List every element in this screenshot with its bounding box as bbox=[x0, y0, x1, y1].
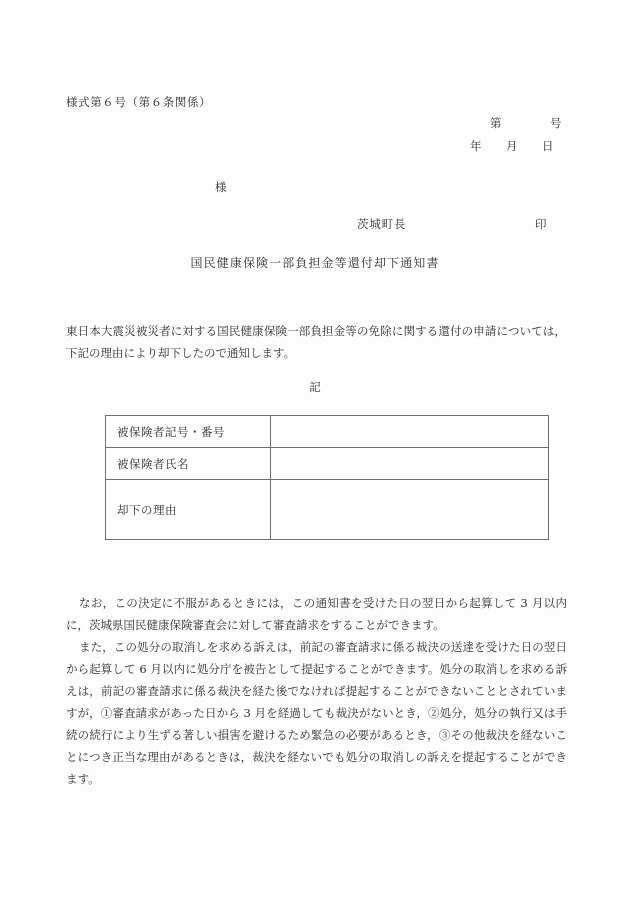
ki-section-marker: 記 bbox=[309, 380, 321, 394]
table-row-label: 却下の理由 bbox=[106, 480, 271, 540]
table-row-value[interactable] bbox=[271, 480, 549, 540]
table-row-label: 被保険者氏名 bbox=[106, 448, 271, 480]
page-title: 国民健康保険一部負担金等還付却下通知書 bbox=[190, 256, 440, 270]
seal-mark-icon: 印 bbox=[535, 217, 547, 231]
closing-paragraph-1: なお，この決定に不服があるときには，この通知書を受けた日の翌日から起算して 3 月以内に，茨城県国民健康保険審査会に対して審査請求をすることができます。 bbox=[66, 596, 567, 632]
table-row-value[interactable] bbox=[271, 416, 549, 448]
table-row bbox=[106, 448, 549, 480]
document-number-field: 第 号 bbox=[490, 116, 562, 130]
closing-paragraph-2: また，この処分の取消しを求める訴えは，前記の審査請求に係る裁決の送達を受けた日の翌日から起算して 6 月以内に処分庁を被告として提起することができます。処分の取消しを求める訴えは，前記の審査請求に係る裁決を経た後でなければ提起することができないこととされていますが，①審査請求があった日から 3 月を経過しても裁決がないとき，②処分，処分の執行又は手続の続行により生ずる著しい損害を避けるため緊急の必要があるとき，③その他裁決を経ないことにつき正当な理由があるときは，裁決を経ないでも処分の取消しの訴えを提起することができます。 bbox=[66, 640, 567, 786]
opening-paragraph: 東日本大震災被災者に対する国民健康保険一部負担金等の免除に関する還付の申請については，下記の理由により却下したので通知します。 bbox=[66, 324, 566, 360]
form-code-label: 様式第６号（第６条関係） bbox=[66, 95, 212, 109]
table-row-label: 被保険者記号・番号 bbox=[106, 416, 271, 448]
issuer-row bbox=[357, 216, 547, 232]
insured-information-table bbox=[105, 415, 549, 540]
table-row bbox=[106, 416, 549, 448]
issuer-name: 茨城町長 bbox=[357, 217, 407, 231]
table-row-value[interactable] bbox=[271, 448, 549, 480]
table-row bbox=[106, 480, 549, 540]
document-date-field: 年 月 日 bbox=[470, 139, 554, 153]
closing-notes bbox=[66, 592, 567, 790]
addressee-honorific: 様 bbox=[215, 180, 227, 194]
